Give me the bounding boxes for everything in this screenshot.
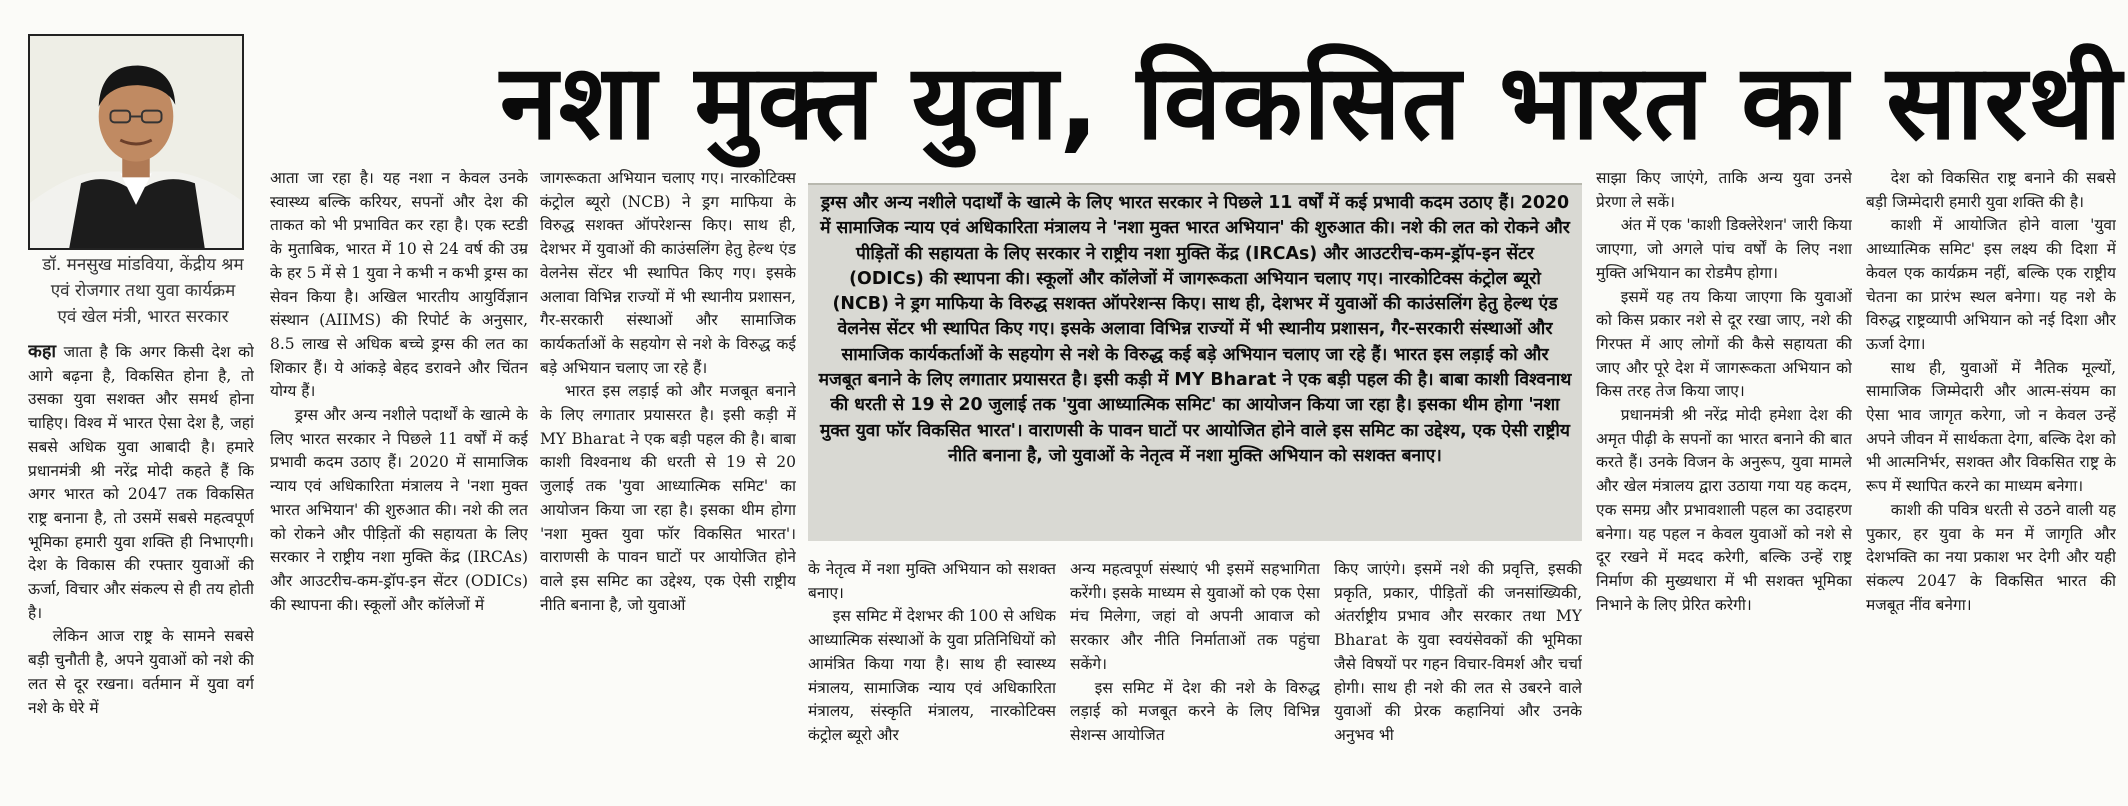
author-name-line: डॉ. मनसुख मांडविया, केंद्रीय श्रम xyxy=(42,255,244,275)
column-3-paragraph-1: जागरूकता अभियान चलाए गए। नारकोटिक्स कंट्रोल ब्यूरो (NCB) ने ड्रग माफिया के विरुद्ध सशक्त ऑपरेशन्स किए। साथ ही, देशभर में युवाओं की काउंसलिंग हेतु हेल्थ एंड वेलनेस सेंटर भी स्थापित किए गए। इसके अलावा विभिन्न राज्यों में भी स्थानीय प्रशासन, गैर-सरकारी संस्थाओं और सामाजिक कार्यकर्ताओं के सहयोग से नशे के विरुद्ध कई बड़े अभियान चलाए जा रहे हैं। xyxy=(540,169,796,377)
dropcap-word: कहा xyxy=(28,341,57,362)
article-column-8 xyxy=(1866,167,2116,798)
column-8-paragraph-1: देश को विकसित राष्ट्र बनाने की सबसे बड़ी जिम्मेदारी हमारी युवा शक्ति की है। xyxy=(1866,169,2116,211)
column-7-paragraph-3: इसमें यह तय किया जाएगा कि युवाओं को किस प्रकार नशे से दूर रखा जाए, नशे की गिरफ्त में आए लोगों की कैसे सहायता की जाए और पूरे देश में जागरूकता अभियान को किस तरह तेज किया जाए। xyxy=(1596,287,1852,401)
article-column-3 xyxy=(540,167,796,798)
column-4-paragraph-1: के नेतृत्व में नशा मुक्ति अभियान को सशक्त बनाए। xyxy=(808,560,1056,602)
author-portrait-illustration xyxy=(30,36,242,248)
column-8-paragraph-4: काशी की पवित्र धरती से उठने वाली यह पुकार, हर युवा के मन में जागृति और देशभक्ति का नया प्रकाश भर देगी और यही संकल्प 2047 के विकसित भारत की मजबूत नींव बनेगा। xyxy=(1866,500,2116,614)
article-column-1 xyxy=(28,340,254,798)
article-column-7 xyxy=(1596,167,1852,798)
author-role-line: एवं रोजगार तथा युवा कार्यक्रम xyxy=(50,281,236,301)
column-6-paragraph-1: किए जाएंगे। इसमें नशे की प्रवृत्ति, इसकी प्रकृति, प्रकार, पीड़ितों की जनसांख्यिकी, अंतर्राष्ट्रीय प्रभाव और सरकार तथा MY Bharat के युवा स्वयंसेवकों की भूमिका जैसे विषयों पर गहन विचार-विमर्श और चर्चा होगी। साथ ही नशे की लत से उबरने वाले युवाओं की प्रेरक कहानियां और उनके अनुभव भी xyxy=(1334,560,1582,744)
article-headline: नशा मुक्त युवा, विकसित भारत का सारथी xyxy=(500,41,2123,163)
article-column-5 xyxy=(1070,558,1320,798)
column-8-paragraph-2: काशी में आयोजित होने वाला 'युवा आध्यात्मिक समिट' इस लक्ष्य की दिशा में केवल एक कार्यक्रम नहीं, बल्कि एक राष्ट्रीय चेतना का प्रारंभ स्थल बनेगा। यह नशे के विरुद्ध राष्ट्रव्यापी अभियान को नई दिशा और ऊर्जा देगा। xyxy=(1866,216,2116,353)
column-5-paragraph-1: अन्य महत्वपूर्ण संस्थाएं भी इसमें सहभागिता करेंगी। इसके माध्यम से युवाओं को एक ऐसा मंच मिलेगा, जहां वो अपनी आवाज को सरकार और नीति निर्माताओं तक पहुंचा सकेंगे। xyxy=(1070,560,1320,673)
column-7-paragraph-2: अंत में एक 'काशी डिक्लेरेशन' जारी किया जाएगा, जो अगले पांच वर्षों के लिए नशा मुक्ति अभियान का रोडमैप होगा। xyxy=(1596,216,1852,282)
article-column-2 xyxy=(270,167,528,798)
article-column-6 xyxy=(1334,558,1582,798)
author-byline xyxy=(28,252,258,330)
pull-quote-box: ड्रग्स और अन्य नशीले पदार्थों के खात्मे के लिए भारत सरकार ने पिछले 11 वर्षों में कई प्रभावी कदम उठाए हैं। 2020 में सामाजिक न्याय एवं अधिकारिता मंत्रालय ने 'नशा मुक्त भारत अभियान' की शुरुआत की। नशे की लत को रोकने और पीड़ितों की सहायता के लिए सरकार ने राष्ट्रीय नशा मुक्ति केंद्र (IRCAs) और आउटरीच-कम-ड्रॉप-इन सेंटर (ODICs) की स्थापना की। स्कूलों और कॉलेजों में जागरूकता अभियान चलाए गए। नारकोटिक्स कंट्रोल ब्यूरो (NCB) ने ड्रग माफिया के विरुद्ध सशक्त ऑपरेशन्स किए। साथ ही, देशभर में युवाओं की काउंसलिंग हेतु हेल्थ एंड वेलनेस सेंटर भी स्थापित किए गए। इसके अलावा विभिन्न राज्यों में भी स्थानीय प्रशासन, गैर-सरकारी संस्थाओं और सामाजिक कार्यकर्ताओं के सहयोग से नशे के विरुद्ध कई बड़े अभियान चलाए जा रहे हैं। भारत इस लड़ाई को और मजबूत बनाने के लिए लगातार प्रयासरत है। इसी कड़ी में MY Bharat ने एक बड़ी पहल की है। बाबा काशी विश्वनाथ की धरती से 19 से 20 जुलाई तक 'युवा आध्यात्मिक समिट' का आयोजन किया जा रहा है। इसका थीम होगा 'नशा मुक्त युवा फॉर विकसित भारत'। वाराणसी के पावन घाटों पर आयोजित होने वाले इस समिट का उद्देश्य, एक ऐसी राष्ट्रीय नीति बनाना है, जो युवाओं के नेतृत्व में नशा मुक्ति अभियान को सशक्त बनाए। xyxy=(808,183,1582,541)
column-1-paragraph-1: कहा जाता है कि अगर किसी देश को आगे बढ़ना है, विकसित होना है, तो उसका युवा सशक्त और समर्थ होना चाहिए। विश्व में भारत ऐसा देश है, जहां सबसे अधिक युवा आबादी है। हमारे प्रधानमंत्री श्री नरेंद्र मोदी कहते हैं कि अगर भारत को 2047 तक विकसित राष्ट्र बनाना है, तो उसमें सबसे महत्वपूर्ण भूमिका हमारी युवा शक्ति ही निभाएगी। देश के विकास की रफ्तार युवाओं की ऊर्जा, विचार और संकल्प से ही तय होती है। xyxy=(28,341,254,622)
column-2-paragraph-1: आता जा रहा है। यह नशा न केवल उनके स्वास्थ्य बल्कि करियर, सपनों और देश की ताकत को भी प्रभावित कर रहा है। एक स्टडी के मुताबिक, भारत में 10 से 24 वर्ष की उम्र के हर 5 में से 1 युवा ने कभी न कभी ड्रग्स का सेवन किया है। अखिल भारतीय आयुर्विज्ञान संस्थान (AIIMS) की रिपोर्ट के अनुसार, 8.5 लाख से अधिक बच्चे ड्रग्स की लत का शिकार हैं। ये आंकड़े बेहद डरावने और चिंतन योग्य हैं। xyxy=(270,169,528,401)
author-photo xyxy=(28,34,244,250)
column-5-paragraph-2: इस समिट में देश की नशे के विरुद्ध लड़ाई को मजबूत करने के लिए विभिन्न सेशन्स आयोजित xyxy=(1070,678,1320,744)
column-8-paragraph-3: साथ ही, युवाओं में नैतिक मूल्यों, सामाजिक जिम्मेदारी और आत्म-संयम का ऐसा भाव जागृत करेगा, जो न केवल उन्हें अपने जीवन में सार्थकता देगा, बल्कि देश को भी आत्मनिर्भर, सशक्त और विकसित राष्ट्र के रूप में स्थापित करने का माध्यम बनेगा। xyxy=(1866,358,2116,496)
column-1-paragraph-2: लेकिन आज राष्ट्र के सामने सबसे बड़ी चुनौती है, अपने युवाओं को नशे की लत से दूर रखना। वर्तमान में युवा वर्ग नशे के घेरे में xyxy=(28,627,254,717)
column-7-paragraph-1: साझा किए जाएंगे, ताकि अन्य युवा उनसे प्रेरणा ले सकें। xyxy=(1596,169,1852,211)
article-column-4 xyxy=(808,558,1056,798)
column-2-paragraph-2: ड्रग्स और अन्य नशीले पदार्थों के खात्मे के लिए भारत सरकार ने पिछले 11 वर्षों में कई प्रभावी कदम उठाए हैं। 2020 में सामाजिक न्याय एवं अधिकारिता मंत्रालय ने 'नशा मुक्त भारत अभियान' की शुरुआत की। नशे की लत को रोकने और पीड़ितों की सहायता के लिए सरकार ने राष्ट्रीय नशा मुक्ति केंद्र (IRCAs) और आउटरीच-कम-ड्रॉप-इन सेंटर (ODICs) की स्थापना की। स्कूलों और कॉलेजों में xyxy=(270,406,528,614)
column-3-paragraph-2: भारत इस लड़ाई को और मजबूत बनाने के लिए लगातार प्रयासरत है। इसी कड़ी में MY Bharat ने एक बड़ी पहल की है। बाबा काशी विश्वनाथ की धरती से 19 से 20 जुलाई तक 'युवा आध्यात्मिक समिट' का आयोजन किया जा रहा है। इसका थीम होगा 'नशा मुक्त युवा फॉर विकसित भारत'। वाराणसी के पावन घाटों पर आयोजित होने वाले इस समिट का उद्देश्य, एक ऐसी राष्ट्रीय नीति बनाना है, जो युवाओं xyxy=(540,382,796,614)
column-4-paragraph-2: इस समिट में देशभर की 100 से अधिक आध्यात्मिक संस्थाओं के युवा प्रतिनिधियों को आमंत्रित किया गया है। साथ ही स्वास्थ्य मंत्रालय, सामाजिक न्याय एवं अधिकारिता मंत्रालय, संस्कृति मंत्रालय, नारकोटिक्स कंट्रोल ब्यूरो और xyxy=(808,607,1056,744)
column-7-paragraph-4: प्रधानमंत्री श्री नरेंद्र मोदी हमेशा देश की अमृत पीढ़ी के सपनों का भारत बनाने की बात करते हैं। उनके विजन के अनुरूप, युवा मामले और खेल मंत्रालय द्वारा उठाया गया यह कदम, एक समग्र और प्रभावशाली पहल का उदाहरण बनेगा। यह पहल न केवल युवाओं को नशे से दूर रखने में मदद करेगी, बल्कि उन्हें राष्ट्र निर्माण की मुख्यधारा में भी सशक्त भूमिका निभाने के लिए प्रेरित करेगी। xyxy=(1596,406,1852,614)
author-role-line-2: एवं खेल मंत्री, भारत सरकार xyxy=(57,307,229,327)
